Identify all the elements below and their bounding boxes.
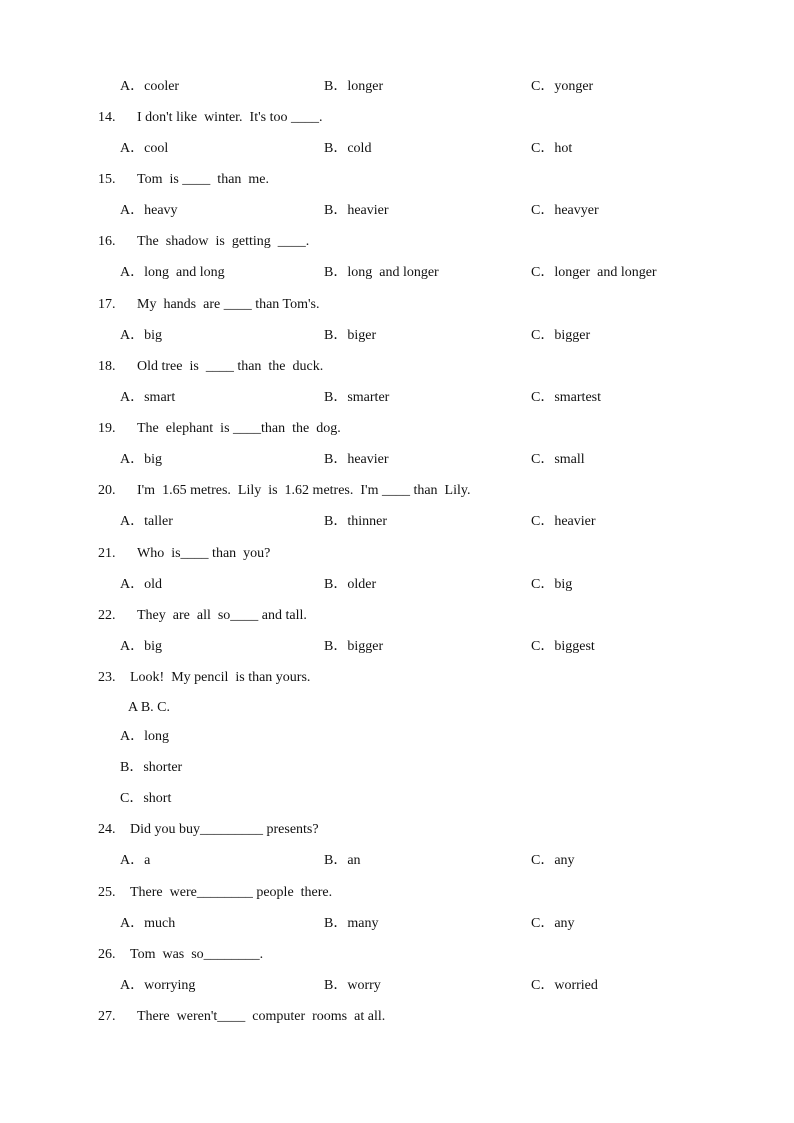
option-b: B．worry bbox=[324, 978, 381, 993]
option-placeholder-row: A B. C. bbox=[128, 700, 171, 715]
option-b: B．longer bbox=[324, 79, 384, 94]
option-a: A．a bbox=[120, 853, 151, 868]
option-a: A．much bbox=[120, 916, 176, 931]
option-b: B．thinner bbox=[324, 514, 387, 529]
option-a: A．long bbox=[120, 729, 169, 744]
option-c: C．any bbox=[531, 916, 575, 931]
option-c: C．worried bbox=[531, 978, 598, 993]
question-18: 18. Old tree is ____ than the duck. bbox=[98, 359, 324, 374]
option-a: A．worrying bbox=[120, 978, 196, 993]
option-c: C．short bbox=[120, 791, 172, 806]
option-a: A．cooler bbox=[120, 79, 180, 94]
option-a: A．smart bbox=[120, 390, 176, 405]
option-a: A．big bbox=[120, 452, 162, 467]
question-25: 25. There were________ people there. bbox=[98, 885, 333, 900]
option-b: B．bigger bbox=[324, 639, 384, 654]
option-b: B．cold bbox=[324, 141, 372, 156]
option-b: B．many bbox=[324, 916, 379, 931]
question-16: 16. The shadow is getting ____. bbox=[98, 234, 310, 249]
question-22: 22. They are all so____ and tall. bbox=[98, 608, 307, 623]
option-a: A．taller bbox=[120, 514, 173, 529]
option-b: B．biger bbox=[324, 328, 377, 343]
option-c: C．any bbox=[531, 853, 575, 868]
question-14: 14. I don't like winter. It's too ____. bbox=[98, 110, 323, 125]
option-c: C．longer and longer bbox=[531, 265, 657, 280]
option-c: C．small bbox=[531, 452, 585, 467]
option-a: A．big bbox=[120, 639, 162, 654]
option-c: C．hot bbox=[531, 141, 573, 156]
question-23: 23. Look! My pencil is than yours. bbox=[98, 670, 311, 685]
option-b: B．heavier bbox=[324, 203, 389, 218]
option-c: C．heavier bbox=[531, 514, 596, 529]
question-27: 27. There weren't____ computer rooms at all. bbox=[98, 1009, 386, 1024]
question-17: 17. My hands are ____ than Tom's. bbox=[98, 297, 320, 312]
question-21: 21. Who is____ than you? bbox=[98, 546, 271, 561]
question-20: 20. I'm 1.65 metres. Lily is 1.62 metres. I'm ____ than Lily. bbox=[98, 483, 471, 498]
option-b: B．smarter bbox=[324, 390, 390, 405]
option-a: A．old bbox=[120, 577, 162, 592]
option-a: A．big bbox=[120, 328, 162, 343]
option-c: C．bigger bbox=[531, 328, 591, 343]
option-b: B．heavier bbox=[324, 452, 389, 467]
option-b: B．an bbox=[324, 853, 361, 868]
option-c: C．heavyer bbox=[531, 203, 599, 218]
option-a: A．heavy bbox=[120, 203, 178, 218]
option-c: C．yonger bbox=[531, 79, 594, 94]
question-15: 15. Tom is ____ than me. bbox=[98, 172, 270, 187]
option-a: A．long and long bbox=[120, 265, 225, 280]
option-b: B．older bbox=[324, 577, 377, 592]
option-c: C．biggest bbox=[531, 639, 595, 654]
option-b: B．long and longer bbox=[324, 265, 439, 280]
option-c: C．smartest bbox=[531, 390, 601, 405]
question-24: 24. Did you buy_________ presents? bbox=[98, 822, 319, 837]
option-c: C．big bbox=[531, 577, 573, 592]
question-19: 19. The elephant is ____than the dog. bbox=[98, 421, 341, 436]
option-b: B．shorter bbox=[120, 760, 183, 775]
question-26: 26. Tom was so________. bbox=[98, 947, 264, 962]
option-a: A．cool bbox=[120, 141, 169, 156]
